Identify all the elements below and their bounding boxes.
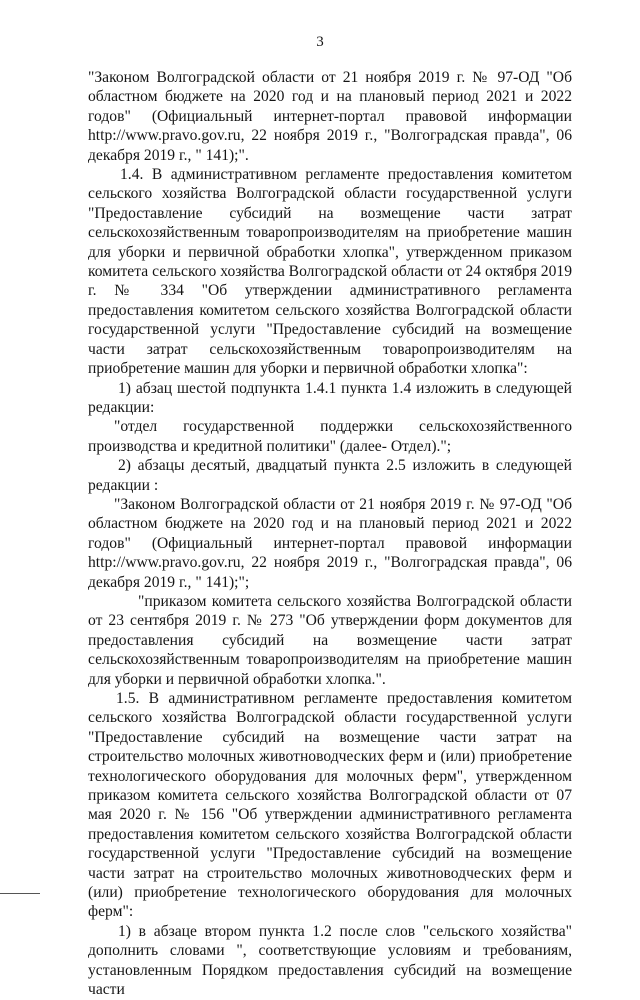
item-2-paragraph: 2) абзацы десятый, двадцатый пункта 2.5 изложить в следующей редакции : xyxy=(88,457,572,494)
document-body xyxy=(88,68,572,1000)
department-name-paragraph: "отдел государственной поддержки сельскохозяйственного производства и кредитной политики" (далее- Отдел)."; xyxy=(88,418,572,455)
item-1-amendment-paragraph: 1) в абзаце втором пункта 1.2 после слов "сельского хозяйства" дополнить словами ", соответствующие условиям и требованиям, установленным Порядком предоставления субсидий на возмещение части xyxy=(88,922,572,999)
footer-rule xyxy=(0,893,40,894)
second-law-reference-paragraph: "Законом Волгоградской области от 21 ноября 2019 г. № 97-ОД "Об областном бюджете на 2020 год и на плановый период 2021 и 2022 годов" (Официальный интернет-портал правовой информации http://www.pravo.gov.ru, 22 ноября 2019 г., "Волгоградская правда", 06 декабря 2019 г., " 141);"; xyxy=(88,495,572,591)
item-1-paragraph: 1) абзац шестой подпункта 1.4.1 пункта 1.4 изложить в следующей редакции: xyxy=(88,379,572,416)
page-number: 3 xyxy=(316,34,324,50)
quoted-law-reference-paragraph: "Законом Волгоградской области от 21 ноября 2019 г. № 97-ОД "Об областном бюджете на 2020 год и на плановый период 2021 и 2022 годов" (Официальный интернет-портал правовой информации http://www.pravo.gov.ru, 22 ноября 2019 г., "Волгоградская правда", 06 декабря 2019 г., " 141);". xyxy=(88,69,572,164)
section-1-4-paragraph: 1.4. В административном регламенте предоставления комитетом сельского хозяйства Волгоградской области государственной услуги "Предоставление субсидий на возмещение части затрат сельскохозяйственным товаропроизводителям на приобретение машин для уборки и первичной обработки хлопка", утвержденном приказом комитета сельского хозяйства Волгоградской области от 24 октября 2019 г. № 334 "Об утверждении административного регламента предоставления комитетом сельского хозяйства Волгоградской области государственной услуги "Предоставление субсидий на возмещение части затрат сельскохозяйственным товаропроизводителям на приобретение машин для уборки и первичной обработки хлопка": xyxy=(88,166,572,378)
section-1-5-paragraph: 1.5. В административном регламенте предоставления комитетом сельского хозяйства Волгоградской области государственной услуги "Предоставление субсидий на возмещение части затрат на строительство молочных животноводческих ферм и (или) приобретение технологического оборудования для молочных ферм", утвержденном приказом комитета сельского хозяйства Волгоградской области от 07 мая 2020 г. № 156 "Об утверждении административного регламента предоставления комитетом сельского хозяйства Волгоградской области государственной услуги "Предоставление субсидий на возмещение части затрат на строительство молочных животноводческих ферм и (или) приобретение технологического оборудования для молочных ферм": xyxy=(88,690,572,921)
order-reference-paragraph: "приказом комитета сельского хозяйства Волгоградской области от 23 сентября 2019 г. № 273 "Об утверждении форм документов для предоставления субсидий на возмещение части затрат сельскохозяйственным товаропроизводителям на приобретение машин для уборки и первичной обработки хлопка.". xyxy=(88,592,572,688)
